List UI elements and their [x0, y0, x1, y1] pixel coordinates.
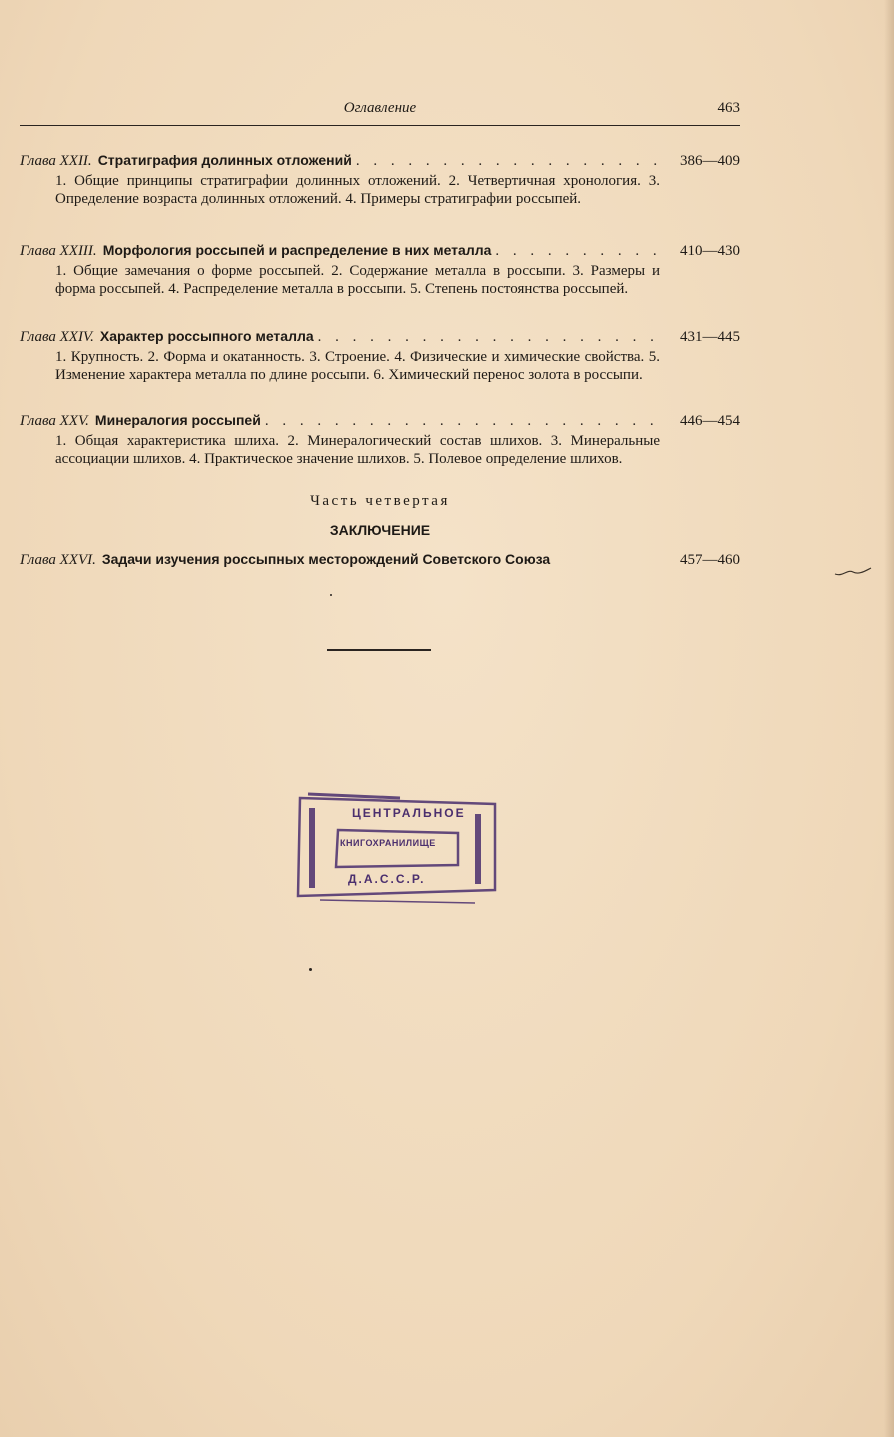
page-range: 410—430 — [680, 243, 740, 259]
chapter-title: Задачи изучения россыпных месторождений Советского Союза — [101, 551, 551, 567]
chapter-contents: 1. Общие замечания о форме россыпей. 2. Содержание металла в россыпи. 3. Размеры и форма россыпей. 4. Распределение металла в россыпи. 5. Степень постоянства россыпей. — [55, 263, 660, 297]
toc-entry-heading — [20, 328, 740, 348]
end-rule — [327, 649, 431, 651]
page-number: 463 — [717, 100, 740, 116]
chapter-number: Глава XXV. — [20, 413, 89, 429]
speck — [330, 594, 332, 596]
stamp-line-1: ЦЕНТРАЛЬНОЕ — [352, 806, 466, 820]
part-heading: Часть четвертая — [310, 493, 450, 509]
chapter-number: Глава XXVI. — [20, 552, 96, 568]
chapter-number: Глава XXIV. — [20, 329, 94, 345]
page-range: 446—454 — [680, 413, 740, 429]
chapter-title: Характер россыпного металла — [99, 328, 314, 344]
toc-entry-chapter-25 — [20, 412, 740, 468]
toc-entry-chapter-23 — [20, 242, 740, 298]
leader-dots — [356, 153, 664, 170]
toc-entry-heading — [20, 152, 740, 172]
leader-dots — [318, 329, 664, 346]
pen-mark — [833, 565, 873, 579]
page-edge-shadow — [884, 0, 894, 1437]
toc-entry-heading — [20, 242, 740, 262]
stamp-line-3: Д.А.С.С.Р. — [348, 872, 426, 886]
speck — [309, 968, 312, 971]
toc-entry-chapter-26 — [20, 551, 740, 571]
stamp-line-2: КНИГОХРАНИЛИЩЕ — [340, 838, 436, 848]
library-stamp — [290, 790, 505, 905]
chapter-contents: 1. Общая характеристика шлиха. 2. Минералогический состав шлихов. 3. Минеральные ассоциации шлихов. 4. Практическое значение шлихов. 5. Полевое определение шлихов. — [55, 433, 660, 467]
section-heading: ЗАКЛЮЧЕНИЕ — [329, 522, 431, 538]
chapter-title: Стратиграфия долинных отложений — [97, 152, 352, 168]
chapter-contents: 1. Общие принципы стратиграфии долинных отложений. 2. Четвертичная хронология. 3. Определение возраста долинных отложений. 4. Примеры стратиграфии россыпей. — [55, 173, 660, 207]
running-header — [20, 100, 740, 124]
page-range: 457—460 — [680, 552, 740, 568]
chapter-number: Глава XXIII. — [20, 243, 97, 259]
page-range: 431—445 — [680, 329, 740, 345]
leader-dots — [265, 413, 664, 430]
header-rule — [20, 125, 740, 126]
page-range: 386—409 — [680, 153, 740, 169]
leader-dots — [495, 243, 664, 260]
toc-entry-chapter-24 — [20, 328, 740, 384]
chapter-title: Минералогия россыпей — [94, 412, 261, 428]
toc-entry-heading — [20, 551, 740, 571]
chapter-contents: 1. Крупность. 2. Форма и окатанность. 3. Строение. 4. Физические и химические свойства. 5. Изменение характера металла по длине россыпи. 6. Химический перенос золота в россыпи. — [55, 349, 660, 383]
chapter-number: Глава XXII. — [20, 153, 92, 169]
chapter-title: Морфология россыпей и распределение в них металла — [102, 242, 492, 258]
header-title: Оглавление — [343, 100, 417, 116]
toc-entry-chapter-22 — [20, 152, 740, 208]
toc-entry-heading — [20, 412, 740, 432]
